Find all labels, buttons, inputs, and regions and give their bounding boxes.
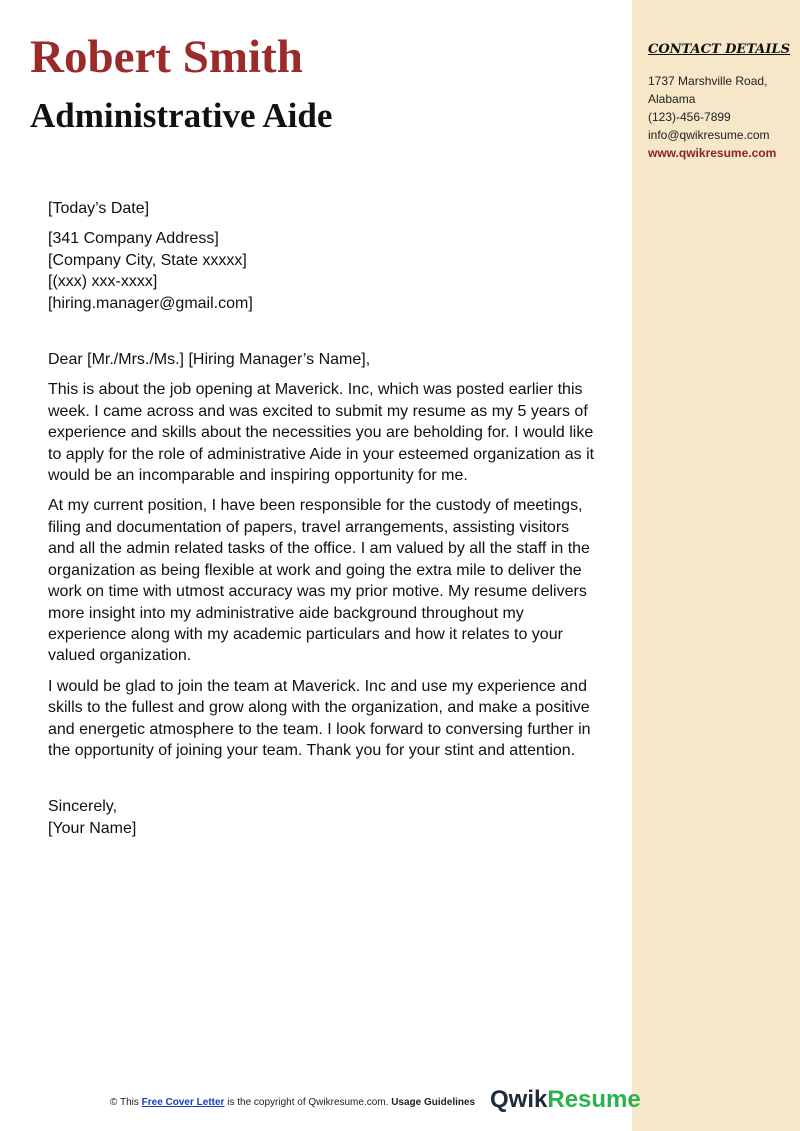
- free-cover-letter-link[interactable]: Free Cover Letter: [141, 1097, 225, 1108]
- closing: Sincerely,: [48, 798, 118, 816]
- address-line: 1737 Marshville Road,: [648, 74, 768, 88]
- copyright-prefix: © This: [110, 1097, 139, 1108]
- qwikresume-logo: QwikResume: [490, 1086, 641, 1113]
- usage-guidelines-link[interactable]: Usage Guidelines: [391, 1097, 476, 1108]
- phone: (123)-456-7899: [648, 110, 731, 124]
- letter-body: [48, 198, 600, 839]
- copyright-text: is the copyright of Qwikresume.com.: [227, 1097, 389, 1108]
- contact-details: [648, 72, 776, 162]
- paragraph: At my current position, I have been responsible for the custody of meetings, filing and documentation of papers, travel arrangements, assisting visitors and all the admin related tasks of the office. I am valued by all the staff in the organization as being flexible at work and going the extra mile to deliver the work on time with utmost accuracy was my prior motive. My resume delivers more insight into my administrative aide background throughout my experience along with my academic particulars and how it relates to your valued organization.: [48, 497, 590, 665]
- paragraph: I would be glad to join the team at Maverick. Inc and use my experience and skills to the fullest and grow along with the organization, and make a positive and energetic atmosphere to the team. I look forward to conversing further in the opportunity of joining your team. Thank you for your stint and attention.: [48, 677, 591, 759]
- recipient-line: [341 Company Address]: [48, 230, 219, 248]
- sidebar: [632, 0, 800, 1131]
- footer: [110, 1097, 475, 1108]
- recipient-line: [Company City, State xxxxx]: [48, 251, 247, 269]
- contact-title: CONTACT DETAILS: [648, 42, 790, 57]
- recipient-block: [48, 228, 600, 314]
- address-line: Alabama: [648, 92, 696, 106]
- job-title: Administrative Aide: [30, 96, 333, 135]
- applicant-name: Robert Smith: [30, 31, 303, 83]
- recipient-line: [(xxx) xxx-xxxx]: [48, 273, 158, 291]
- recipient-line: [hiring.manager@gmail.com]: [48, 294, 253, 312]
- date: [Today’s Date]: [48, 200, 150, 217]
- signature: [Your Name]: [48, 819, 137, 837]
- website-link[interactable]: www.qwikresume.com: [648, 146, 777, 160]
- paragraph: This is about the job opening at Maverick. Inc, which was posted earlier this week. I came across and was excited to submit my resume as my 5 years of experience and skills about the necessities you are beholding for. I would like to apply for the role of administrative Aide in your esteemed organization as it would be an incomparable and inspiring opportunity for me.: [48, 381, 595, 485]
- salutation: Dear [Mr./Mrs./Ms.] [Hiring Manager’s Name],: [48, 351, 371, 369]
- email[interactable]: info@qwikresume.com: [648, 128, 770, 142]
